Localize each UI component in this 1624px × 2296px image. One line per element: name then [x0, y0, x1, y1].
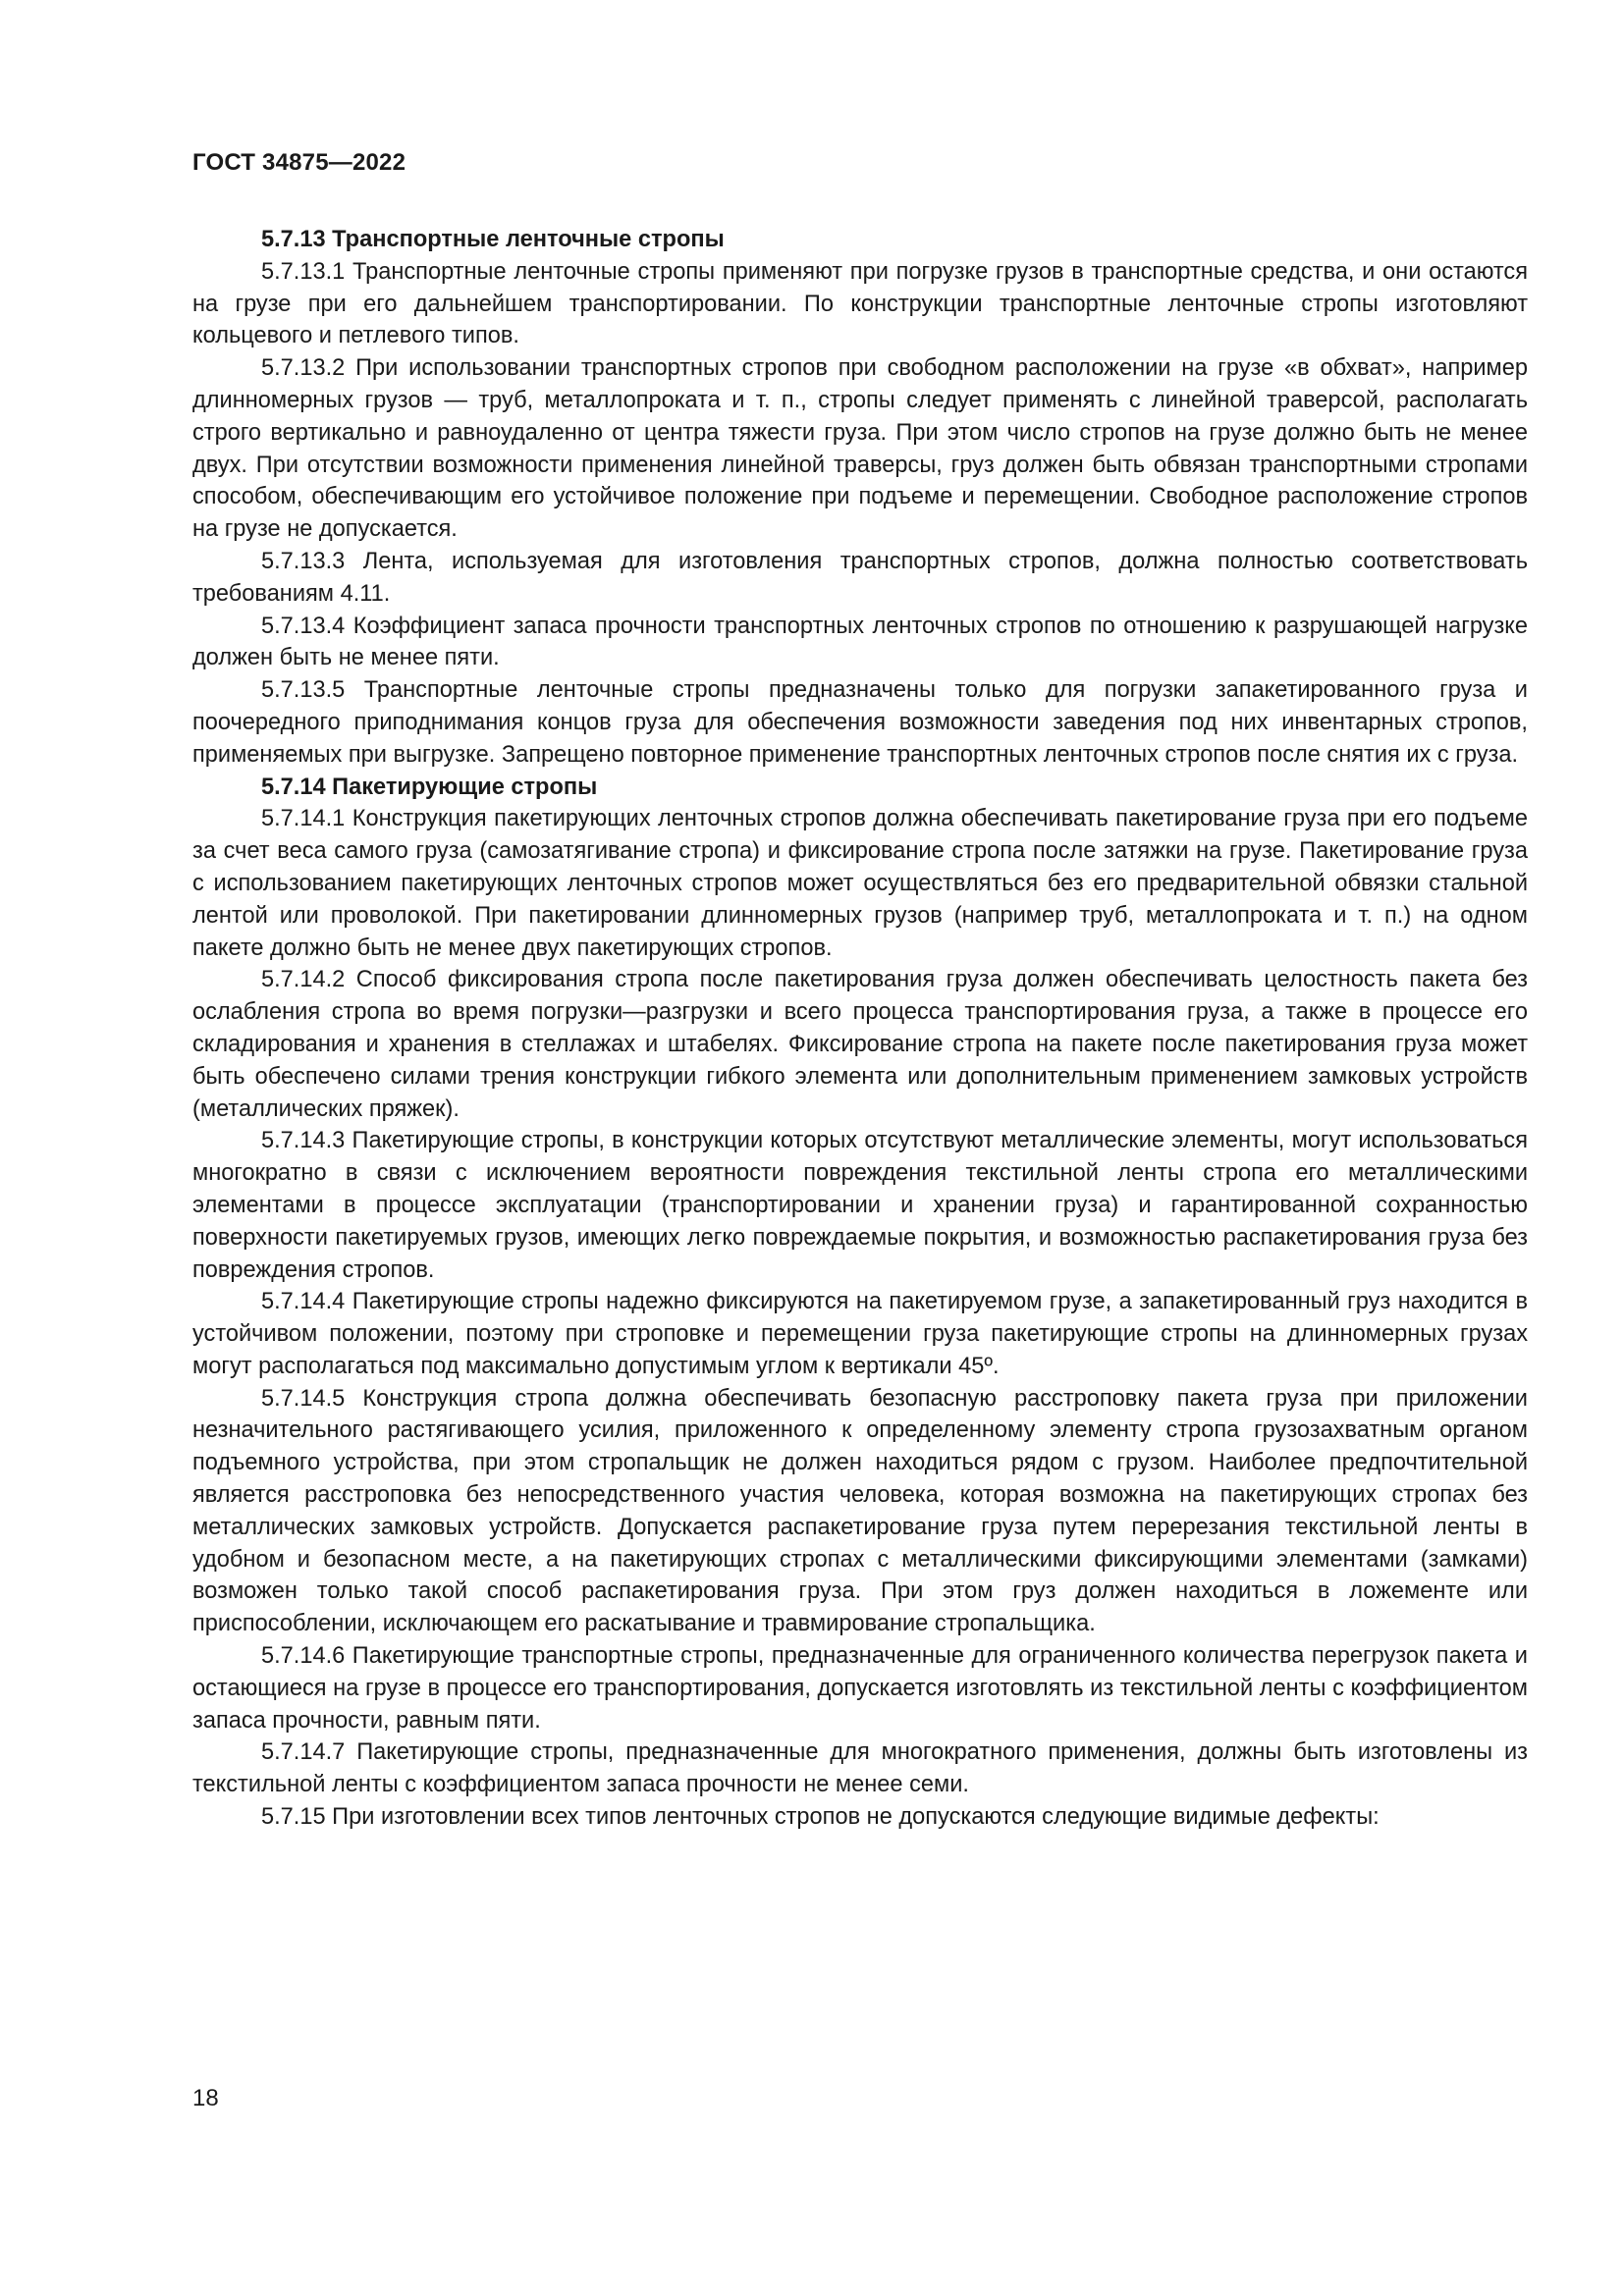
section-heading: 5.7.13 Транспортные ленточные стропы [261, 227, 725, 252]
paragraph: 5.7.14.5 Конструкция стропа должна обеспечивать безопасную расстроповку пакета груза при приложении незначительного растягивающего усилия, приложенного к определенному элементу стропа грузозахватным органом подъемного устройства, при этом стропальщик не должен находиться рядом с грузом. Наиболее предпочтительной является расстроповка без непосредственного участия человека, которая возможна на пакетирующих стропах без металлических замковых устройств. Допускается распакетирование груза путем перерезания текстильной ленты в удобном и безопасном месте, а на пакетирующих стропах с металлическими фиксирующими элементами (замками) возможен только такой способ распакетирования груза. При этом груз должен находиться в ложементе или приспособлении, исключающем его раскатывание и травмирование стропальщика. [192, 1385, 1528, 1637]
paragraph: 5.7.14.4 Пакетирующие стропы надежно фиксируются на пакетируемом грузе, а запакетированный груз находится в устойчивом положении, поэтому при строповке и перемещении груза пакетирующие стропы на длинномерных грузах могут располагаться под максимально допустимым углом к вертикали 45º. [192, 1289, 1528, 1379]
document-body [192, 224, 1528, 1834]
paragraph: 5.7.13.2 При использовании транспортных стропов при свободном расположении на грузе «в обхват», например длинномерных грузов — труб, металлопроката и т. п., стропы следует применять с линейной траверсой, располагать строго вертикально и равноудаленно от центра тяжести груза. При этом число стропов на грузе должно быть не менее двух. При отсутствии возможности применения линейной траверсы, груз должен быть обвязан транспортными стропами способом, обеспечивающим его устойчивое положение при подъеме и перемещении. Свободное расположение стропов на грузе не допускается. [192, 355, 1528, 543]
paragraph: 5.7.13.5 Транспортные ленточные стропы предназначены только для погрузки запакетированного груза и поочередного приподнимания концов груза для обеспечения возможности заведения под них инвентарных стропов, применяемых при выгрузке. Запрещено повторное применение транспортных ленточных стропов после снятия их с груза. [192, 677, 1528, 768]
document-header: ГОСТ 34875—2022 [192, 149, 406, 176]
section-heading: 5.7.14 Пакетирующие стропы [261, 774, 598, 800]
paragraph: 5.7.14.3 Пакетирующие стропы, в конструкции которых отсутствуют металлические элементы, могут использоваться многократно в связи с исключением вероятности повреждения текстильной ленты стропа его металлическими элементами в процессе эксплуатации (транспортировании и хранении груза) и гарантированной сохранностью поверхности пакетируемых грузов, имеющих легко повреждаемые покрытия, и возможностью распакетирования груза без повреждения стропов. [192, 1128, 1528, 1283]
paragraph: 5.7.13.3 Лента, используемая для изготовления транспортных стропов, должна полностью соответствовать требованиям 4.11. [192, 548, 1528, 607]
paragraph: 5.7.15 При изготовлении всех типов ленточных стропов не допускаются следующие видимые дефекты: [261, 1804, 1380, 1831]
paragraph: 5.7.14.2 Способ фиксирования стропа после пакетирования груза должен обеспечивать целостность пакета без ослабления стропа во время погрузки—разгрузки и всего процесса транспортирования груза, а также в процессе его складирования и хранения в стеллажах и штабелях. Фиксирование стропа на пакете после пакетирования груза может быть обеспечено силами трения конструкции гибкого элемента или дополнительным применением замковых устройств (металлических пряжек). [192, 967, 1528, 1122]
page-number: 18 [192, 2085, 219, 2111]
paragraph: 5.7.14.1 Конструкция пакетирующих ленточных стропов должна обеспечивать пакетирование груза при его подъеме за счет веса самого груза (самозатягивание стропа) и фиксирование стропа после затяжки на грузе. Пакетирование груза с использованием пакетирующих ленточных стропов может осуществляться без его предварительной обвязки стальной лентой или проволокой. При пакетировании длинномерных грузов (например труб, металлопроката и т. п.) на одном пакете должно быть не менее двух пакетирующих стропов. [192, 806, 1528, 961]
paragraph: 5.7.14.7 Пакетирующие стропы, предназначенные для многократного применения, должны быть изготовлены из текстильной ленты с коэффициентом запаса прочности не менее семи. [192, 1739, 1528, 1798]
paragraph: 5.7.14.6 Пакетирующие транспортные стропы, предназначенные для ограниченного количества перегрузок пакета и остающиеся на грузе в процессе его транспортирования, допускается изготовлять из текстильной ленты с коэффициентом запаса прочности, равным пяти. [192, 1643, 1528, 1734]
paragraph: 5.7.13.1 Транспортные ленточные стропы применяют при погрузке грузов в транспортные средства, и они остаются на грузе при его дальнейшем транспортировании. По конструкции транспортные ленточные стропы изготовляют кольцевого и петлевого типов. [192, 258, 1528, 349]
paragraph: 5.7.13.4 Коэффициент запаса прочности транспортных ленточных стропов по отношению к разрушающей нагрузке должен быть не менее пяти. [192, 613, 1528, 671]
